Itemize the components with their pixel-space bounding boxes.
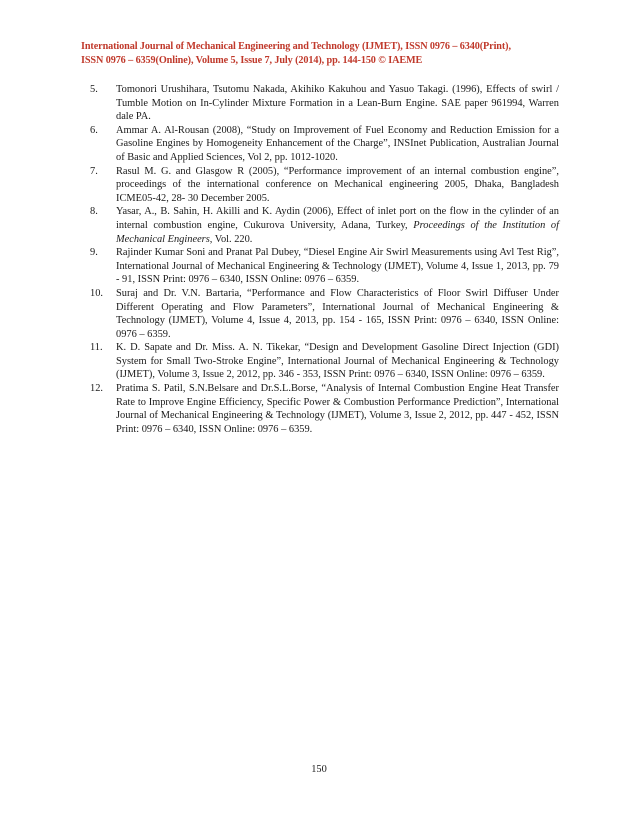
reference-text	[116, 205, 559, 246]
reference-number: 8.	[90, 206, 98, 218]
reference-text: Rajinder Kumar Soni and Pranat Pal Dubey, “Diesel Engine Air Swirl Measurements using Avl Test Rig”, International Journal of Mechanical Engineering & Technology (IJMET), Volume 4, Issue 1, 2013, pp. 79 - 91, ISSN Print: 0976 – 6340, ISSN Online: 0976 – 6359.	[116, 247, 559, 286]
journal-header-line-2: ISSN 0976 – 6359(Online), Volume 5, Issue 7, July (2014), pp. 144-150 © IAEME	[81, 54, 423, 66]
reference-text: Ammar A. Al-Rousan (2008), “Study on Improvement of Fuel Economy and Reduction Emission for a Gasoline Engines by Homogeneity Enhancement of the Charge”, INSInet Publication, Australian Journal of Basic and Applied Sciences, Vol 2, pp. 1012-1020.	[116, 124, 559, 163]
reference-item	[90, 246, 559, 287]
reference-item	[90, 287, 559, 341]
journal-header-line-1: International Journal of Mechanical Engineering and Technology (IJMET), ISSN 0976 – 6340(Print),	[81, 41, 511, 52]
reference-item	[90, 382, 559, 436]
reference-number: 12.	[90, 383, 103, 395]
reference-text: K. D. Sapate and Dr. Miss. A. N. Tikekar, “Design and Development Gasoline Direct Injection (GDI) System for Small Two-Stroke Engine”, International Journal of Mechanical Engineering & Technology (IJMET), Volume 3, Issue 2, 2012, pp. 346 - 353, ISSN Print: 0976 – 6340, ISSN Online: 0976 – 6359.	[116, 342, 559, 381]
reference-number: 5.	[90, 84, 98, 95]
reference-text-main: Yasar, A., B. Sahin, H. Akilli and K. Aydin (2006), Effect of inlet port on the flow in the cylinder of an internal combustion engine, Cukurova University, Adana, Turkey,	[116, 206, 559, 231]
reference-number: 11.	[90, 342, 103, 354]
reference-number: 6.	[90, 124, 98, 136]
reference-item	[90, 205, 559, 246]
reference-number: 10.	[90, 287, 103, 299]
reference-number: 7.	[90, 165, 98, 177]
reference-item	[90, 341, 559, 382]
reference-item	[90, 83, 559, 124]
reference-text: Suraj and Dr. V.N. Bartaria, “Performance and Flow Characteristics of Floor Swirl Diffuser Under Different Operating and Flow Parameters”, International Journal of Mechanical Engineering & Technology (IJMET), Volume 4, Issue 4, 2013, pp. 154 - 165, ISSN Print: 0976 – 6340, ISSN Online: 0976 – 6359.	[116, 287, 559, 340]
reference-list	[90, 83, 559, 436]
reference-text: Pratima S. Patil, S.N.Belsare and Dr.S.L.Borse, “Analysis of Internal Combustion Engine Heat Transfer Rate to Improve Engine Efficiency, Specific Power & Combustion Performance Prediction”, International Journal of Mechanical Engineering & Technology (IJMET), Volume 3, Issue 2, 2012, pp. 447 - 452, ISSN Print: 0976 – 6340, ISSN Online: 0976 – 6359.	[116, 383, 559, 435]
reference-text: Rasul M. G. and Glasgow R (2005), “Performance improvement of an internal combustion engine”, proceedings of the international conference on Mechanical engineering 2005, Dhaka, Bangladesh ICME05-42, 28- 30 December 2005.	[116, 165, 559, 204]
reference-text-end: Vol. 220.	[212, 233, 253, 245]
page-number: 150	[311, 764, 327, 775]
reference-item	[90, 165, 559, 206]
reference-text: Tomonori Urushihara, Tsutomu Nakada, Akihiko Kakuhou and Yasuo Takagi. (1996), Effects of swirl / Tumble Motion on In-Cylinder Mixture Formation in a Lean-Burn Engine. SAE paper 961994, Warren dale PA.	[116, 84, 559, 123]
journal-header	[81, 40, 581, 67]
reference-text-italic: Proceedings of the Institution of Mechanical Engineers,	[116, 219, 559, 245]
reference-number: 9.	[90, 247, 98, 259]
reference-item	[90, 124, 559, 165]
